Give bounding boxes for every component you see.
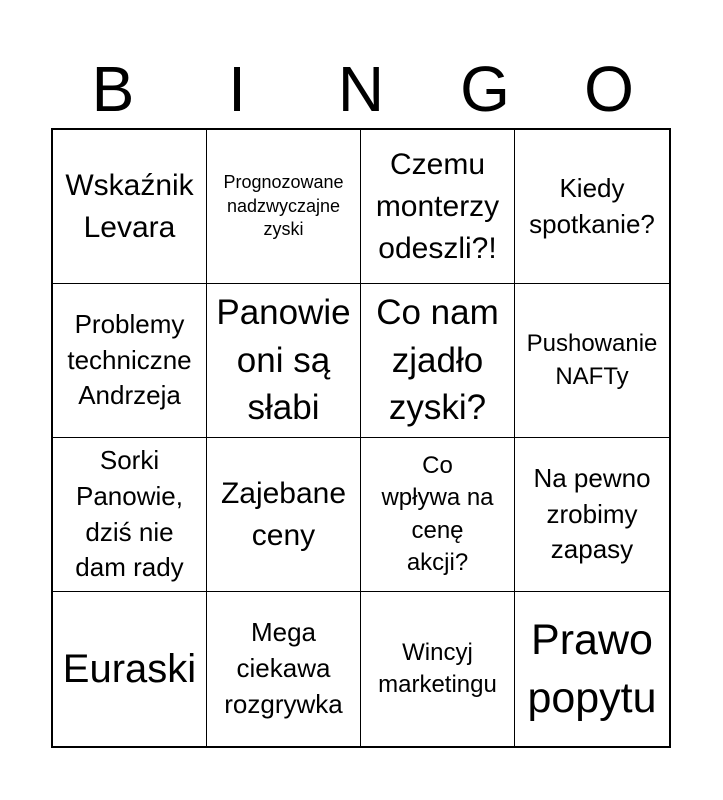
bingo-cell[interactable] [361, 438, 515, 592]
cell-text: Panowie oni są słabi [216, 293, 351, 428]
header-letter-o: O [584, 53, 634, 125]
bingo-cell[interactable] [53, 130, 207, 284]
bingo-cell[interactable] [361, 592, 515, 746]
header-letter-i: I [228, 53, 246, 125]
bingo-header [51, 50, 671, 128]
cell-text: Na pewno zrobimy zapasy [533, 462, 651, 565]
cell-text: Co nam zjadło zyski? [376, 293, 499, 428]
bingo-cell[interactable] [515, 438, 669, 592]
bingo-cell[interactable] [207, 130, 361, 284]
cell-text: Wskaźnik Levara [65, 168, 194, 244]
cell-text: Euraski [62, 647, 197, 691]
cell-text: Co wpływa na cenę akcji? [381, 451, 494, 576]
bingo-cell[interactable] [515, 284, 669, 438]
header-letter-g: G [460, 53, 510, 125]
bingo-cell[interactable] [515, 130, 669, 284]
bingo-board [51, 128, 671, 748]
bingo-cell[interactable] [207, 284, 361, 438]
cell-text: Prawo popytu [527, 615, 657, 722]
bingo-cell[interactable] [361, 130, 515, 284]
cell-text: Problemy techniczne Andrzeja [67, 308, 192, 411]
bingo-cell[interactable] [207, 438, 361, 592]
bingo-cell[interactable] [515, 592, 669, 746]
bingo-cell[interactable] [53, 592, 207, 746]
cell-text: Pushowanie NAFTy [526, 330, 658, 390]
cell-text: Sorki Panowie, dziś nie dam rady [75, 444, 184, 583]
bingo-cell[interactable] [207, 592, 361, 746]
bingo-cell[interactable] [53, 284, 207, 438]
cell-text: Zajebane ceny [220, 476, 347, 552]
bingo-cell[interactable] [361, 284, 515, 438]
header-letter-b: B [91, 53, 135, 125]
cell-text: Czemu monterzy odeszli?! [375, 147, 500, 265]
cell-text: Mega ciekawa rozgrywka [224, 617, 343, 719]
header-letter-n: N [337, 53, 385, 125]
cell-text: Prognozowane nadzwyczajne zyski [223, 172, 344, 240]
cell-text: Kiedy spotkanie? [529, 172, 655, 239]
bingo-cell[interactable] [53, 438, 207, 592]
cell-text: Wincyj marketingu [378, 638, 497, 698]
